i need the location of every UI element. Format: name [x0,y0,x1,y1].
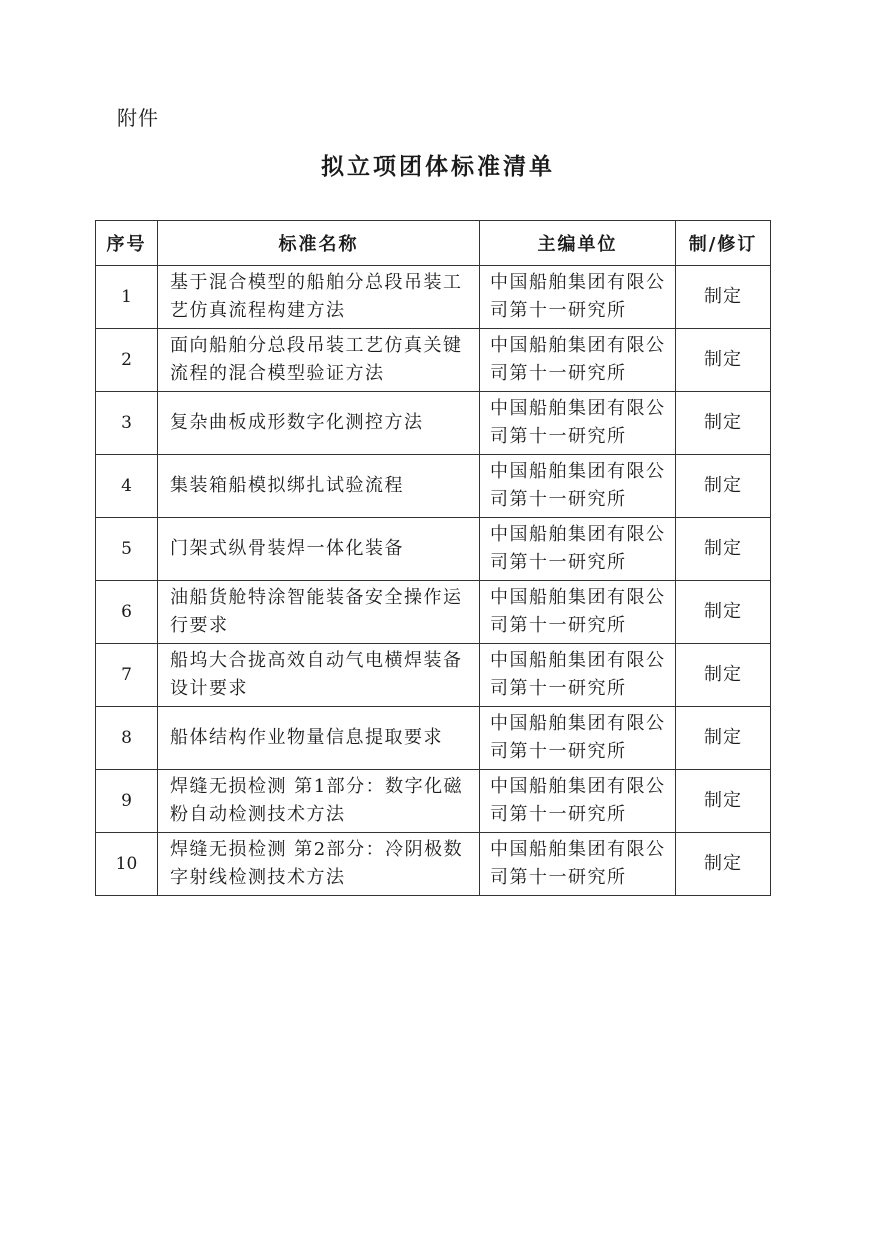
table-row [96,644,771,707]
row-no: 2 [96,329,158,392]
row-unit: 中国船舶集团有限公司第十一研究所 [480,770,676,833]
row-no: 5 [96,518,158,581]
row-unit: 中国船舶集团有限公司第十一研究所 [480,833,676,896]
row-unit: 中国船舶集团有限公司第十一研究所 [480,329,676,392]
row-no: 1 [96,266,158,329]
table-row [96,770,771,833]
header-no: 序号 [96,221,158,266]
row-name: 复杂曲板成形数字化测控方法 [158,392,480,455]
row-name: 船坞大合拢高效自动气电横焊装备设计要求 [158,644,480,707]
row-unit: 中国船舶集团有限公司第十一研究所 [480,644,676,707]
row-no: 10 [96,833,158,896]
header-type: 制/修订 [676,221,771,266]
row-no: 9 [96,770,158,833]
row-type: 制定 [676,707,771,770]
row-type: 制定 [676,266,771,329]
standards-table [95,220,771,896]
row-name: 门架式纵骨装焊一体化装备 [158,518,480,581]
row-type: 制定 [676,518,771,581]
row-type: 制定 [676,455,771,518]
row-unit: 中国船舶集团有限公司第十一研究所 [480,518,676,581]
row-unit: 中国船舶集团有限公司第十一研究所 [480,392,676,455]
table-row [96,329,771,392]
table-row [96,833,771,896]
row-name: 焊缝无损检测 第2部分：冷阴极数字射线检测技术方法 [158,833,480,896]
row-name: 面向船舶分总段吊装工艺仿真关键流程的混合模型验证方法 [158,329,480,392]
table-row [96,266,771,329]
row-no: 3 [96,392,158,455]
header-name: 标准名称 [158,221,480,266]
table-row [96,581,771,644]
table-row [96,707,771,770]
row-type: 制定 [676,329,771,392]
row-type: 制定 [676,581,771,644]
attachment-label: 附件 [117,106,159,130]
row-no: 4 [96,455,158,518]
row-name: 焊缝无损检测 第1部分：数字化磁粉自动检测技术方法 [158,770,480,833]
page-title: 拟立项团体标准清单 [321,154,555,180]
row-no: 6 [96,581,158,644]
row-no: 8 [96,707,158,770]
row-name: 船体结构作业物量信息提取要求 [158,707,480,770]
row-type: 制定 [676,770,771,833]
table-row [96,518,771,581]
table-row [96,392,771,455]
header-unit: 主编单位 [480,221,676,266]
table-row [96,455,771,518]
row-name: 油船货舱特涂智能装备安全操作运行要求 [158,581,480,644]
row-unit: 中国船舶集团有限公司第十一研究所 [480,266,676,329]
row-unit: 中国船舶集团有限公司第十一研究所 [480,455,676,518]
row-type: 制定 [676,833,771,896]
row-type: 制定 [676,392,771,455]
row-unit: 中国船舶集团有限公司第十一研究所 [480,581,676,644]
row-no: 7 [96,644,158,707]
row-type: 制定 [676,644,771,707]
row-name: 集装箱船模拟绑扎试验流程 [158,455,480,518]
row-name: 基于混合模型的船舶分总段吊装工艺仿真流程构建方法 [158,266,480,329]
row-unit: 中国船舶集团有限公司第十一研究所 [480,707,676,770]
table-header-row [96,221,771,266]
